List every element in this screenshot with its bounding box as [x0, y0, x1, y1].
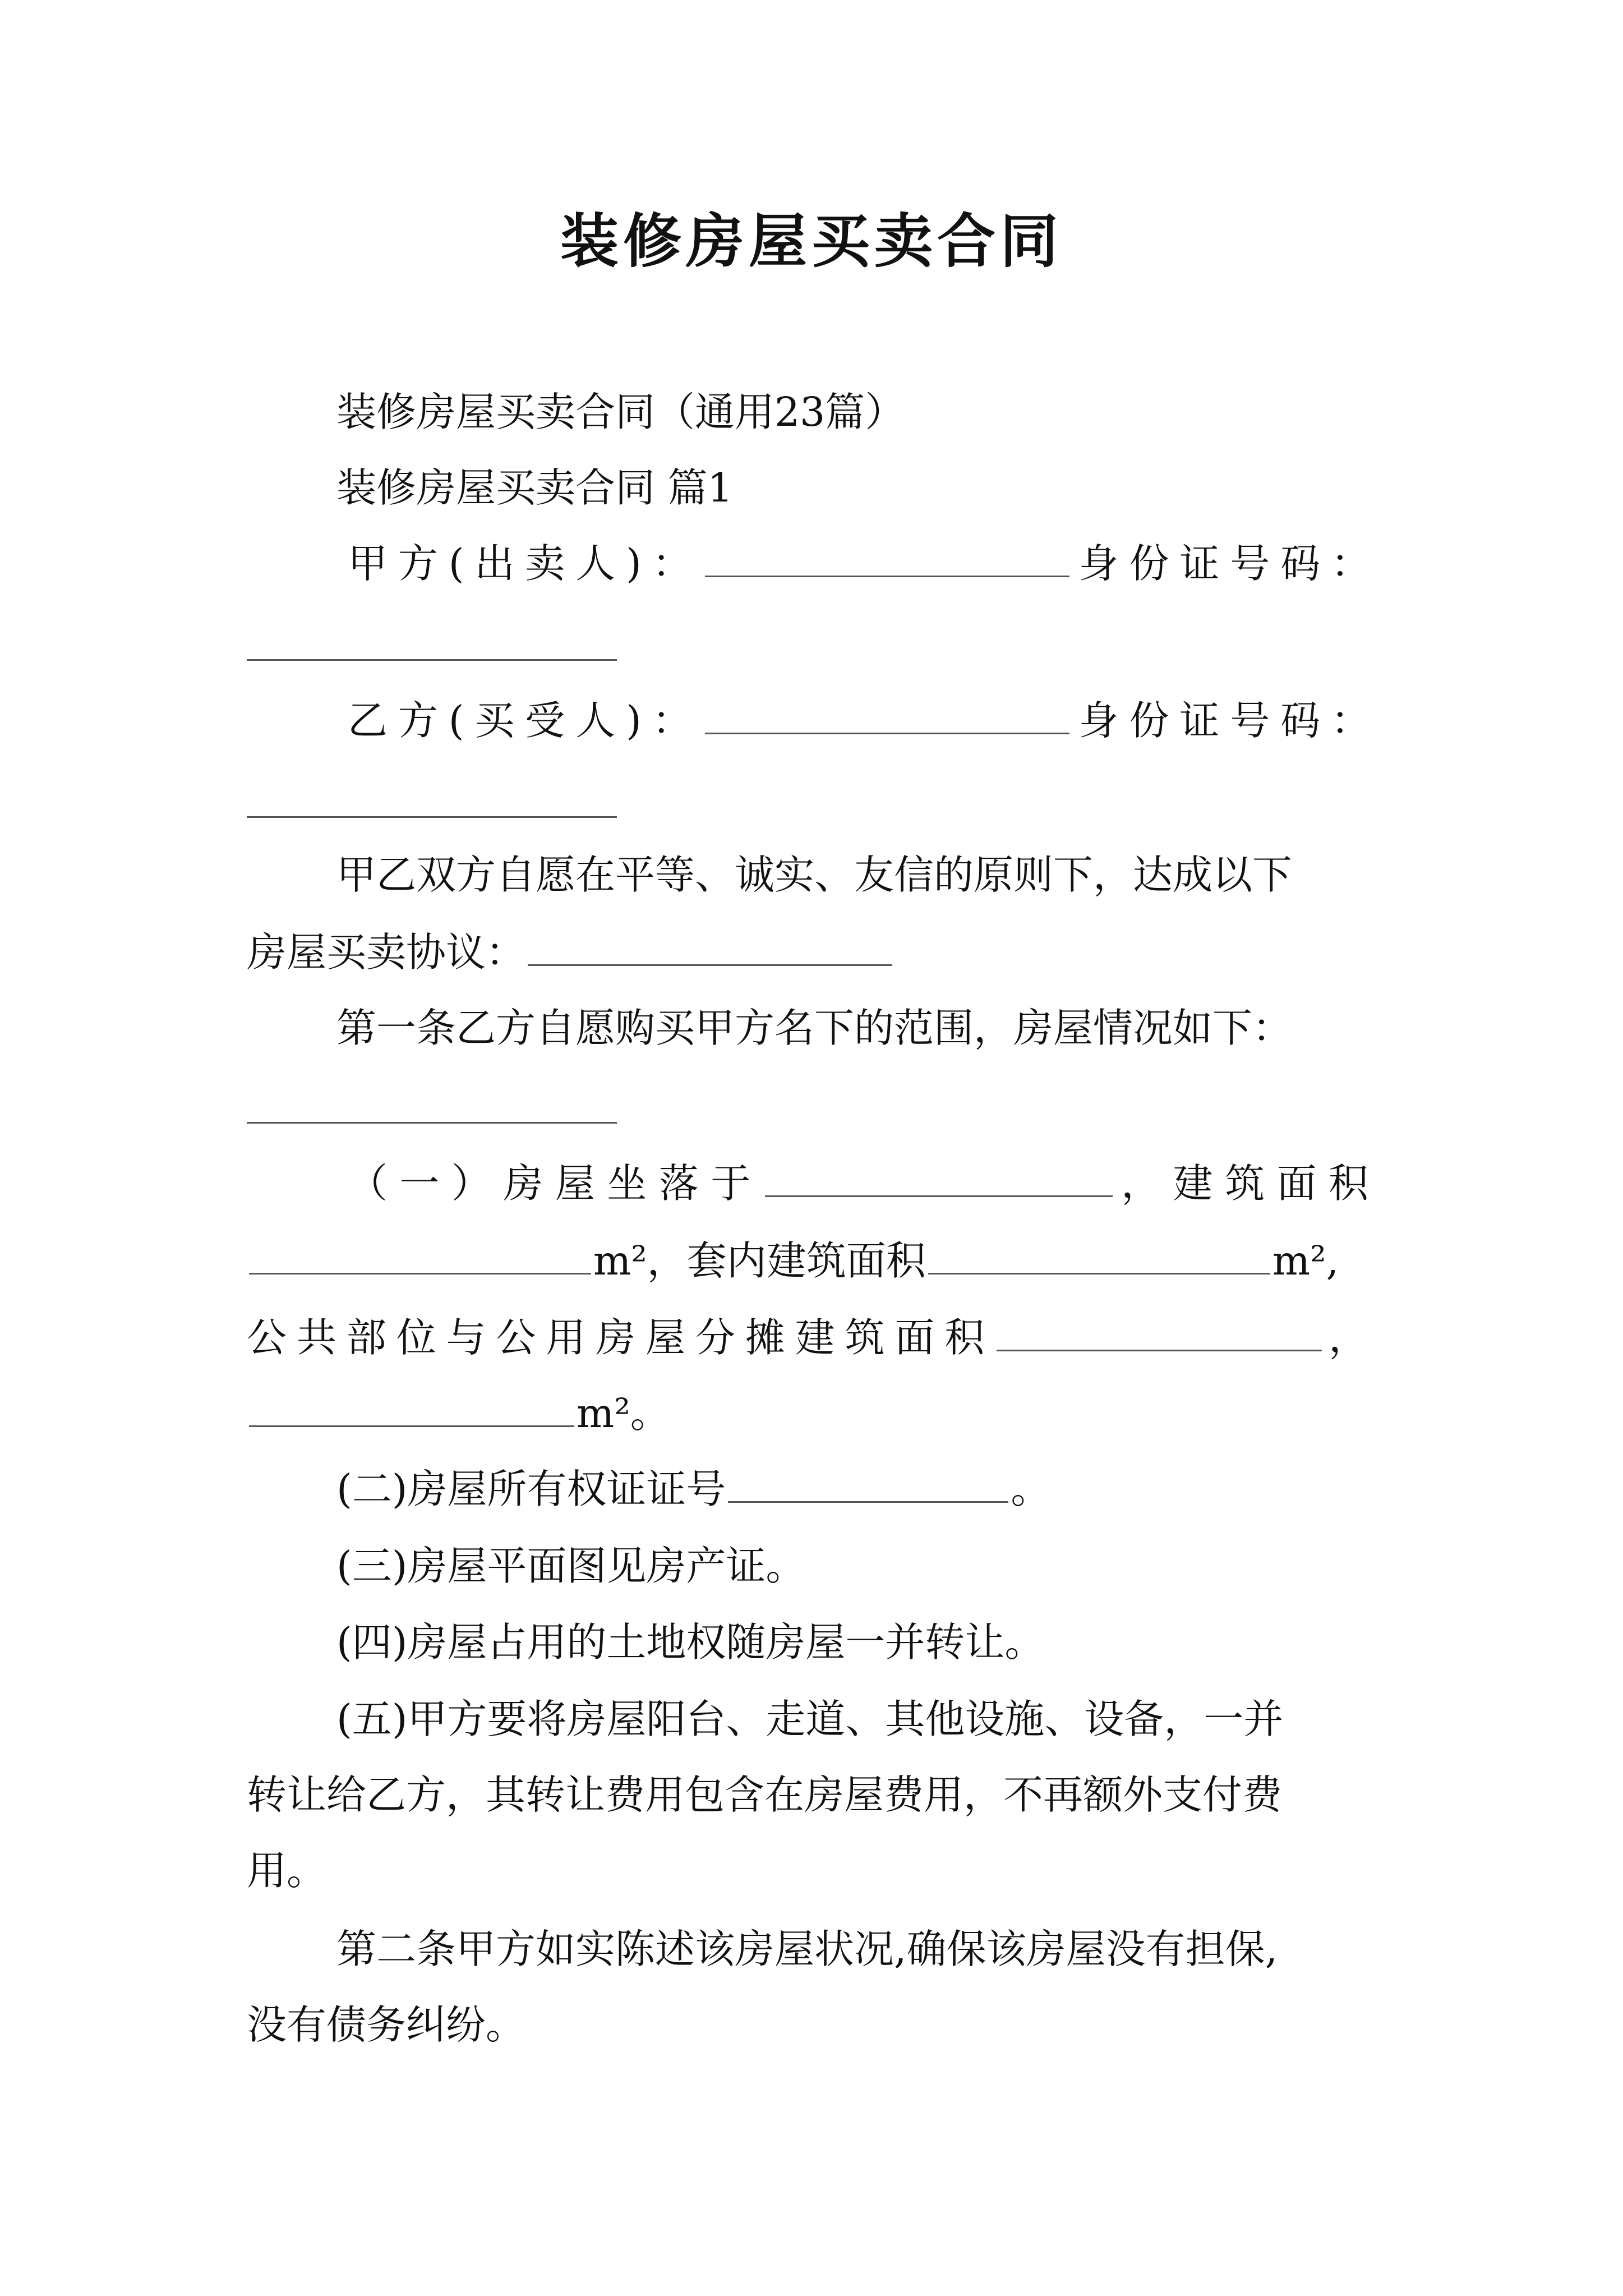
- party-a-name-blank[interactable]: [705, 542, 1069, 577]
- agreement-line-2: [247, 924, 895, 981]
- party-a-line: [348, 536, 1374, 592]
- party-b-line: [348, 693, 1374, 749]
- party-b-name-blank[interactable]: [705, 699, 1069, 734]
- party-a-id-blank[interactable]: [247, 659, 617, 661]
- agreement-label: 房屋买卖协议：: [247, 929, 526, 976]
- item4: (四)房屋占用的土地权随房屋一并转让。: [336, 1619, 1045, 1665]
- certificate-number-blank[interactable]: [728, 1467, 1008, 1503]
- location-blank[interactable]: [765, 1162, 1113, 1197]
- floor-area-blank[interactable]: [249, 1239, 591, 1274]
- article2-line-1: 第二条甲方如实陈述该房屋状况,确保该房屋没有担保,: [336, 1926, 1278, 1972]
- article1-blank[interactable]: [247, 1122, 617, 1124]
- item1-unit1: m²，套内建筑面积: [593, 1237, 926, 1284]
- agreement-blank[interactable]: [528, 931, 892, 966]
- item1-shared-label: 公共部位与公用房屋分摊建筑面积: [247, 1314, 995, 1361]
- shared-area-blank[interactable]: [997, 1316, 1322, 1351]
- inner-area-blank[interactable]: [928, 1239, 1270, 1274]
- item5-line-3: 用。: [247, 1847, 327, 1894]
- article1-intro: 第一条乙方自愿购买甲方名下的范围，房屋情况如下：: [336, 1005, 1293, 1051]
- subtitle: 装修房屋买卖合同（通用23篇）: [336, 389, 905, 435]
- party-b-label: 乙方(买受人)：: [348, 697, 703, 744]
- party-a-label: 甲方(出卖人)：: [348, 540, 703, 587]
- item1-unit2: m²,: [1272, 1237, 1339, 1284]
- item3: (三)房屋平面图见房产证。: [336, 1543, 806, 1589]
- item5-line-1: (五)甲方要将房屋阳台、走道、其他设施、设备，一并: [336, 1696, 1284, 1742]
- item1-line-2: [247, 1233, 1339, 1289]
- item2-end: 。: [1011, 1466, 1051, 1512]
- item5-line-2: 转让给乙方，其转让费用包含在房屋费用，不再额外支付费: [247, 1772, 1283, 1818]
- item1-line-1: [348, 1156, 1374, 1212]
- item1-line-4: [247, 1386, 670, 1442]
- item1-comma: ，: [1324, 1314, 1374, 1361]
- party-b-id-label: 身份证号码：: [1071, 697, 1374, 744]
- article2-line-2: 没有债务纠纷。: [247, 2001, 526, 2048]
- item2-text: (二)房屋所有权证证号: [336, 1466, 726, 1512]
- agreement-line-1: 甲乙双方自愿在平等、诚实、友信的原则下，达成以下: [336, 852, 1293, 898]
- document-title: 装修房屋买卖合同: [560, 207, 1063, 275]
- section-heading: 装修房屋买卖合同 篇1: [336, 464, 733, 511]
- shared-area-value-blank[interactable]: [249, 1392, 574, 1427]
- item2: [336, 1461, 1050, 1517]
- party-a-id-label: 身份证号码：: [1071, 540, 1374, 587]
- item1-prefix: （一）房屋坐落于: [348, 1160, 763, 1207]
- party-b-id-blank[interactable]: [247, 816, 617, 818]
- item1-area-label: ，建筑面积: [1114, 1160, 1374, 1207]
- item1-line-3: [247, 1310, 1374, 1366]
- item1-end: m²。: [577, 1390, 670, 1437]
